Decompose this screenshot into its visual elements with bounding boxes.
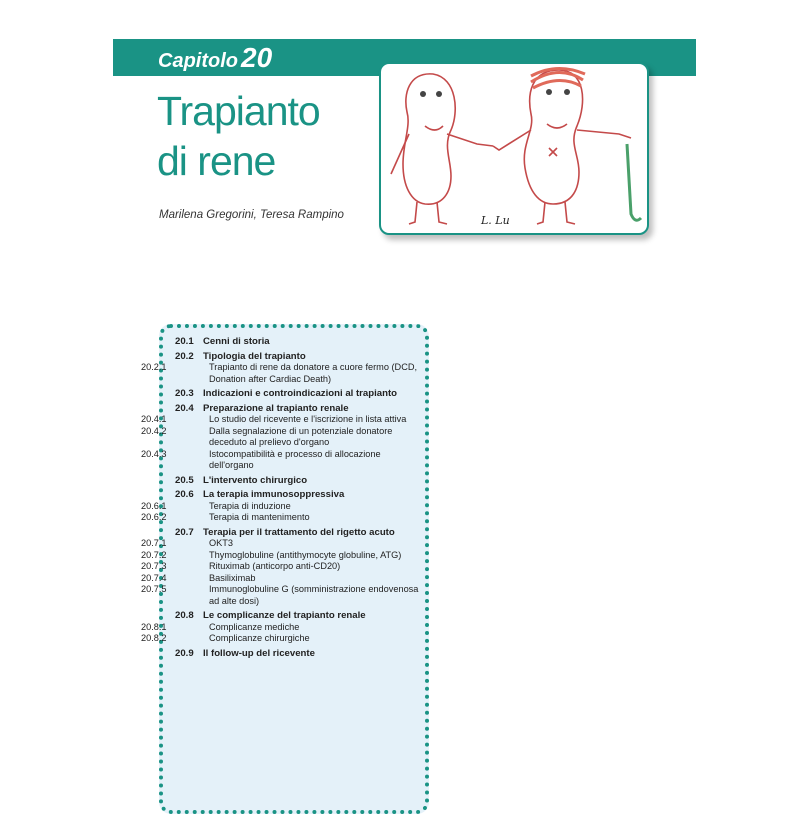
toc-subsection-entry xyxy=(141,561,425,573)
toc-entry-number: 20.6 xyxy=(175,489,194,500)
toc-subsection-entry xyxy=(141,538,425,550)
illustration-signature: L. Lu xyxy=(481,214,510,227)
toc-subsection-entry xyxy=(141,584,425,607)
toc-subsection-entry xyxy=(141,633,425,645)
toc-entry-title: Il follow-up del ricevente xyxy=(203,647,315,659)
toc-entry-number: 20.8.1 xyxy=(141,621,167,632)
toc-entry-number: 20.4.1 xyxy=(141,414,167,424)
chapter-authors: Marilena Gregorini, Teresa Rampino xyxy=(159,209,344,221)
toc-entry-title: Terapia per il trattamento del rigetto acuto xyxy=(203,526,395,538)
toc-section-entry xyxy=(175,648,425,660)
toc-entry-number: 20.8 xyxy=(175,610,194,621)
toc-entry-number: 20.6.2 xyxy=(141,512,167,522)
toc-section-entry xyxy=(175,351,425,363)
chapter-title-line-1: Trapianto xyxy=(157,88,320,134)
toc-subsection-entry xyxy=(141,500,425,513)
toc-subsection-entry xyxy=(141,512,425,524)
toc-entry-title: Dalla segnalazione di un potenziale donatore deceduto al prelievo d'organo xyxy=(209,425,393,447)
toc-entry-title: L'intervento chirurgico xyxy=(203,474,308,486)
toc-entry-number: 20.3 xyxy=(175,388,194,399)
toc-entry-number: 20.9 xyxy=(175,647,194,659)
toc-entry-title: Istocompatibilità e processo di allocazione dell'organo xyxy=(209,448,381,470)
toc-entry-number: 20.7.2 xyxy=(141,549,167,560)
toc-section-entry xyxy=(175,403,425,415)
toc-entry-title: Terapia di mantenimento xyxy=(209,512,310,522)
toc-entry-number: 20.4.2 xyxy=(141,425,167,436)
toc-entry-title: Thymoglobuline (antithymocyte globuline, ATG) xyxy=(209,549,402,560)
toc-subsection-entry xyxy=(141,572,425,585)
toc-subsection-entry xyxy=(141,425,425,449)
kidney-cartoon-drawing xyxy=(381,64,647,233)
toc-subsection-entry xyxy=(141,448,425,472)
chapter-label xyxy=(158,41,272,78)
toc-entry-title: La terapia immunosoppressiva xyxy=(203,489,345,500)
toc-entry-number: 20.7.5 xyxy=(141,584,167,594)
toc-entry-number: 20.2.1 xyxy=(141,362,167,372)
toc-entry-title: Lo studio del ricevente e l'iscrizione in lista attiva xyxy=(209,414,407,424)
toc-entry-title: Rituximab (anticorpo anti-CD20) xyxy=(209,561,341,571)
toc-section-entry xyxy=(175,527,425,539)
toc-entry-number: 20.7.1 xyxy=(141,538,167,548)
kidney-cartoon-illustration xyxy=(379,62,649,235)
toc-entry-title: OKT3 xyxy=(209,538,233,548)
toc-subsection-entry xyxy=(141,414,425,426)
toc-entry-number: 20.7.3 xyxy=(141,561,167,571)
toc-section-entry xyxy=(175,489,425,501)
toc-entry-title: Terapia di induzione xyxy=(209,500,291,511)
toc-subsection-entry xyxy=(141,549,425,562)
chapter-title xyxy=(157,86,320,186)
toc-entry-number: 20.6.1 xyxy=(141,500,167,511)
toc-entry-number: 20.7 xyxy=(175,526,194,538)
toc-subsection-entry xyxy=(141,621,425,634)
toc-entry-title: Le complicanze del trapianto renale xyxy=(203,610,366,621)
toc-section-entry xyxy=(175,610,425,622)
table-of-contents-list xyxy=(141,336,425,659)
toc-entry-number: 20.7.4 xyxy=(141,572,167,583)
toc-entry-title: Complicanze chirurgiche xyxy=(209,633,310,643)
toc-entry-title: Preparazione al trapianto renale xyxy=(203,402,349,414)
toc-entry-title: Trapianto di rene da donatore a cuore fermo (DCD, Donation after Cardiac Death) xyxy=(209,362,418,384)
chapter-word: Capitolo xyxy=(158,50,238,72)
toc-entry-title: Cenni di storia xyxy=(203,336,270,347)
toc-entry-title: Tipologia del trapianto xyxy=(203,350,306,362)
toc-entry-title: Basiliximab xyxy=(209,572,256,583)
toc-section-entry xyxy=(175,475,425,487)
toc-entry-number: 20.5 xyxy=(175,474,194,486)
chapter-title-line-2: di rene xyxy=(157,138,276,184)
toc-entry-number: 20.2 xyxy=(175,350,194,362)
toc-entry-title: Immunoglobuline G (somministrazione endovenosa ad alte dosi) xyxy=(209,584,419,606)
toc-section-entry xyxy=(175,336,425,348)
toc-entry-number: 20.4.3 xyxy=(141,448,167,459)
chapter-number: 20 xyxy=(241,42,273,73)
toc-entry-number: 20.1 xyxy=(175,336,194,347)
toc-entry-title: Complicanze mediche xyxy=(209,621,300,632)
toc-entry-number: 20.4 xyxy=(175,402,194,414)
toc-subsection-entry xyxy=(141,362,425,385)
toc-entry-title: Indicazioni e controindicazioni al trapianto xyxy=(203,388,398,399)
toc-entry-number: 20.8.2 xyxy=(141,633,167,643)
toc-section-entry xyxy=(175,388,425,400)
